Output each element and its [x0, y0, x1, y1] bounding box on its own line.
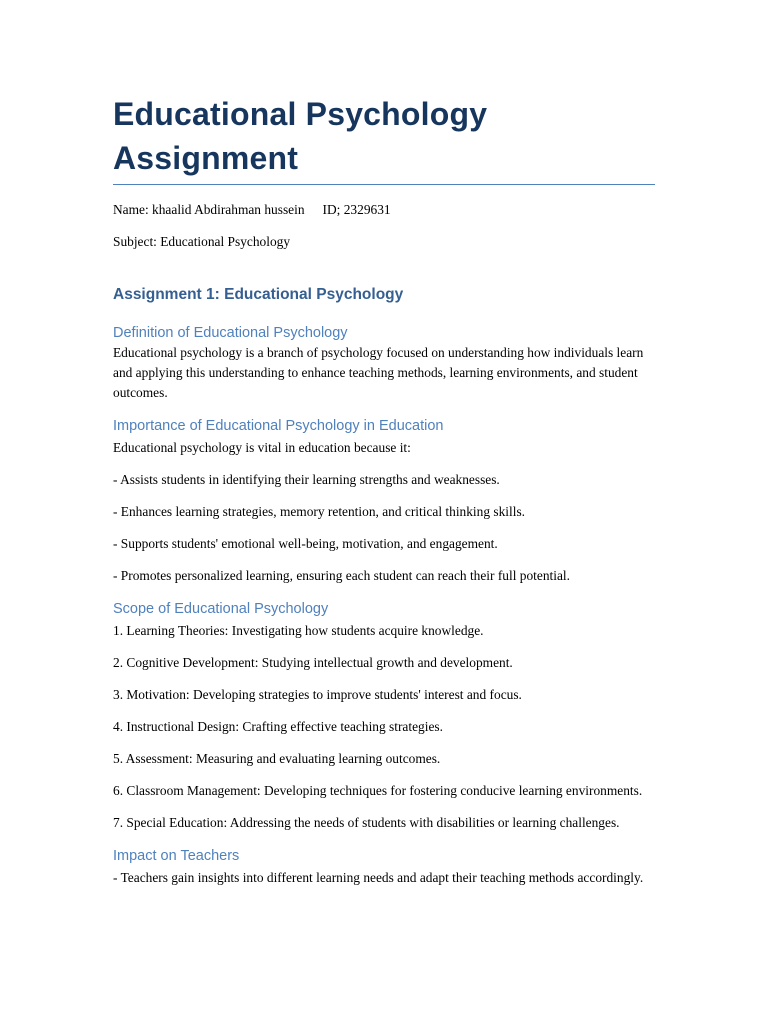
- impact-heading: Impact on Teachers: [113, 848, 240, 864]
- definition-heading: Definition of Educational Psychology: [113, 325, 348, 341]
- scope-item: 1. Learning Theories: Investigating how students acquire knowledge.: [113, 623, 484, 638]
- document-title: Educational Psychology Assignment: [113, 92, 655, 185]
- importance-item: - Supports students' emotional well-being, motivation, and engagement.: [113, 536, 498, 551]
- student-info-line: [113, 200, 655, 220]
- student-id: ID; 2329631: [322, 202, 391, 217]
- importance-item: - Assists students in identifying their learning strengths and weaknesses.: [113, 472, 500, 487]
- scope-item: 6. Classroom Management: Developing techniques for fostering conducive learning environments.: [113, 783, 643, 798]
- importance-item: - Enhances learning strategies, memory retention, and critical thinking skills.: [113, 504, 526, 519]
- scope-item: 3. Motivation: Developing strategies to improve students' interest and focus.: [113, 687, 522, 702]
- importance-heading: Importance of Educational Psychology in Education: [113, 418, 444, 434]
- definition-paragraph: Educational psychology is a branch of psychology focused on understanding how individuals learn and applying this understanding to enhance teaching methods, learning environments, and student outcomes.: [113, 345, 644, 400]
- assignment-heading: Assignment 1: Educational Psychology: [113, 286, 404, 303]
- scope-item: 7. Special Education: Addressing the needs of students with disabilities or learning challenges.: [113, 815, 620, 830]
- scope-item: 2. Cognitive Development: Studying intellectual growth and development.: [113, 655, 513, 670]
- impact-paragraph: - Teachers gain insights into different learning needs and adapt their teaching methods accordingly.: [113, 870, 644, 885]
- scope-item: 4. Instructional Design: Crafting effective teaching strategies.: [113, 719, 443, 734]
- student-name: Name: khaalid Abdirahman hussein: [113, 202, 305, 217]
- subject-line: Subject: Educational Psychology: [113, 234, 291, 249]
- importance-intro: Educational psychology is vital in education because it:: [113, 440, 411, 455]
- scope-item: 5. Assessment: Measuring and evaluating learning outcomes.: [113, 751, 441, 766]
- scope-heading: Scope of Educational Psychology: [113, 601, 329, 617]
- importance-item: - Promotes personalized learning, ensuring each student can reach their full potential.: [113, 568, 570, 583]
- document-body: [113, 92, 655, 888]
